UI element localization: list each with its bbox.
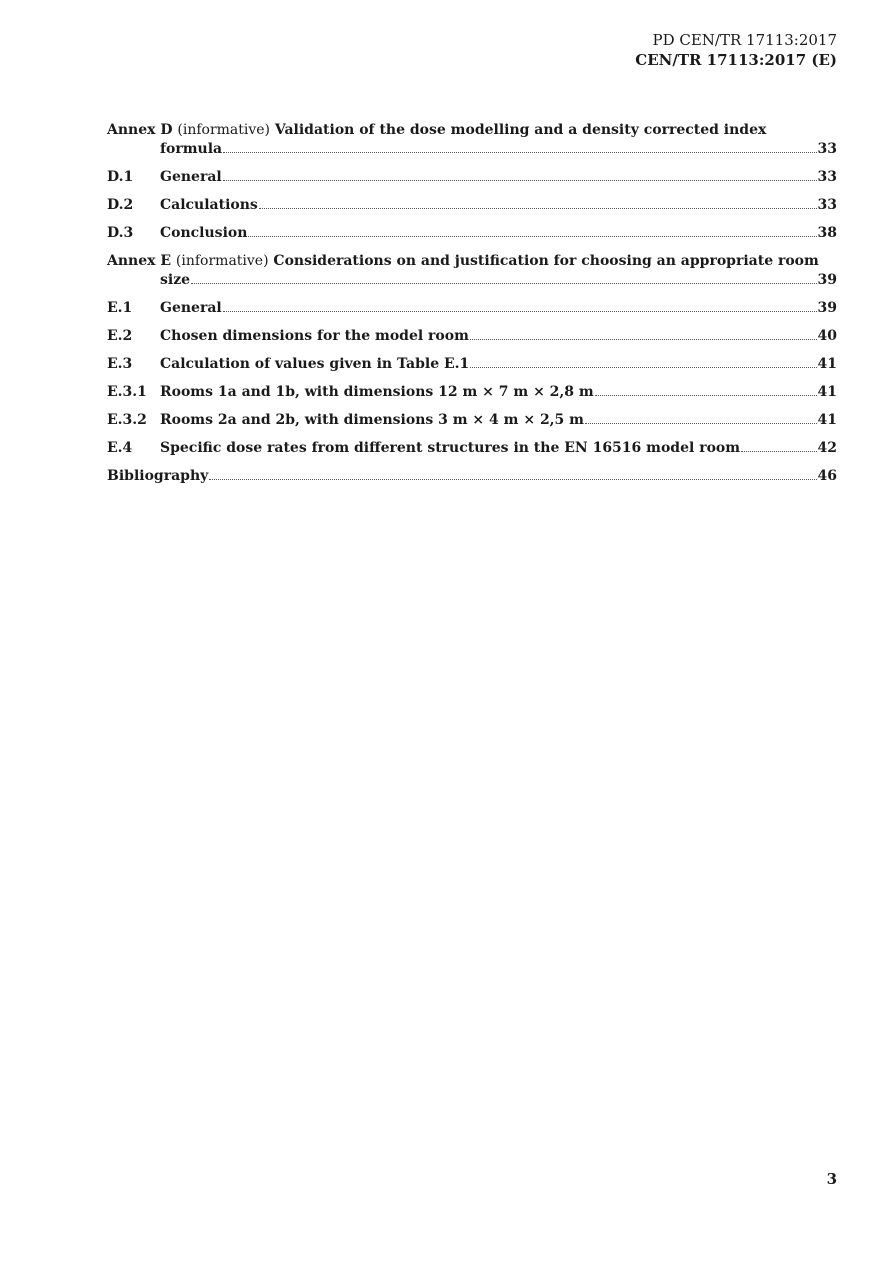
- toc-entry-annex-e[interactable]: [107, 252, 837, 290]
- toc-entry-e3-2[interactable]: [107, 411, 837, 430]
- page-number: 41: [817, 384, 837, 400]
- annex-label: Annex E: [107, 253, 172, 269]
- section-title: Calculations: [160, 197, 258, 213]
- section-title: Calculation of values given in Table E.1: [160, 356, 470, 372]
- annex-title-continued: size: [160, 272, 191, 288]
- document-id: PD CEN/TR 17113:2017: [652, 31, 837, 49]
- section-title: Rooms 2a and 2b, with dimensions 3 m × 4 m × 2,5 m: [160, 412, 584, 428]
- section-title: Bibliography: [107, 468, 209, 484]
- toc-entry-bibliography[interactable]: [107, 467, 837, 486]
- dot-leader: [595, 394, 817, 396]
- section-number: E.4: [107, 440, 133, 456]
- page-number: 41: [817, 412, 837, 428]
- section-title: General: [160, 300, 222, 316]
- dot-leader: [470, 366, 816, 368]
- section-title: Conclusion: [160, 225, 248, 241]
- section-number: E.3: [107, 356, 133, 372]
- page-number: 33: [817, 197, 837, 213]
- section-title: Specific dose rates from different structures in the EN 16516 model room: [160, 440, 741, 456]
- section-number: D.3: [107, 225, 134, 241]
- section-number: D.2: [107, 197, 134, 213]
- page-number: 33: [817, 141, 837, 157]
- annex-title: Validation of the dose modelling and a density corrected index: [274, 122, 767, 138]
- toc-entry-d1[interactable]: [107, 168, 837, 187]
- page-number: 46: [817, 468, 837, 484]
- toc-entry-e2[interactable]: [107, 327, 837, 346]
- annex-title: Considerations on and justification for choosing an appropriate room: [273, 253, 819, 269]
- document-header: [635, 30, 837, 71]
- section-number: E.3.2: [107, 412, 147, 428]
- dot-leader: [259, 207, 817, 209]
- section-title: Chosen dimensions for the model room: [160, 328, 469, 344]
- page-number: 38: [817, 225, 837, 241]
- dot-leader: [209, 478, 816, 480]
- annex-label: Annex D: [107, 122, 173, 138]
- section-number: E.3.1: [107, 384, 147, 400]
- section-number: E.2: [107, 328, 133, 344]
- dot-leader: [248, 235, 816, 237]
- toc-entry-d2[interactable]: [107, 196, 837, 215]
- toc-entry-annex-d[interactable]: [107, 121, 837, 159]
- toc-entry-d3[interactable]: [107, 224, 837, 243]
- page-number: 33: [817, 169, 837, 185]
- toc-entry-e1[interactable]: [107, 299, 837, 318]
- toc-entry-e3[interactable]: [107, 355, 837, 374]
- dot-leader: [470, 338, 817, 340]
- page-number: 40: [817, 328, 837, 344]
- annex-type: (informative): [177, 122, 271, 138]
- page-number: 41: [817, 356, 837, 372]
- page-number-footer: 3: [826, 1170, 837, 1188]
- dot-leader: [223, 310, 817, 312]
- page-number: 42: [817, 440, 837, 456]
- page-number: 39: [817, 300, 837, 316]
- document-id-language: CEN/TR 17113:2017 (E): [635, 51, 837, 69]
- section-number: E.1: [107, 300, 133, 316]
- dot-leader: [191, 282, 816, 284]
- dot-leader: [223, 179, 817, 181]
- toc-entry-e4[interactable]: [107, 439, 837, 458]
- section-title: Rooms 1a and 1b, with dimensions 12 m × 7 m × 2,8 m: [160, 384, 594, 400]
- annex-type: (informative): [175, 253, 269, 269]
- dot-leader: [223, 151, 816, 153]
- dot-leader: [585, 422, 817, 424]
- section-number: D.1: [107, 169, 134, 185]
- annex-title-continued: formula: [160, 141, 223, 157]
- toc-entry-e3-1[interactable]: [107, 383, 837, 402]
- table-of-contents: [107, 121, 837, 495]
- section-title: General: [160, 169, 222, 185]
- dot-leader: [741, 450, 816, 452]
- page-number: 39: [817, 272, 837, 288]
